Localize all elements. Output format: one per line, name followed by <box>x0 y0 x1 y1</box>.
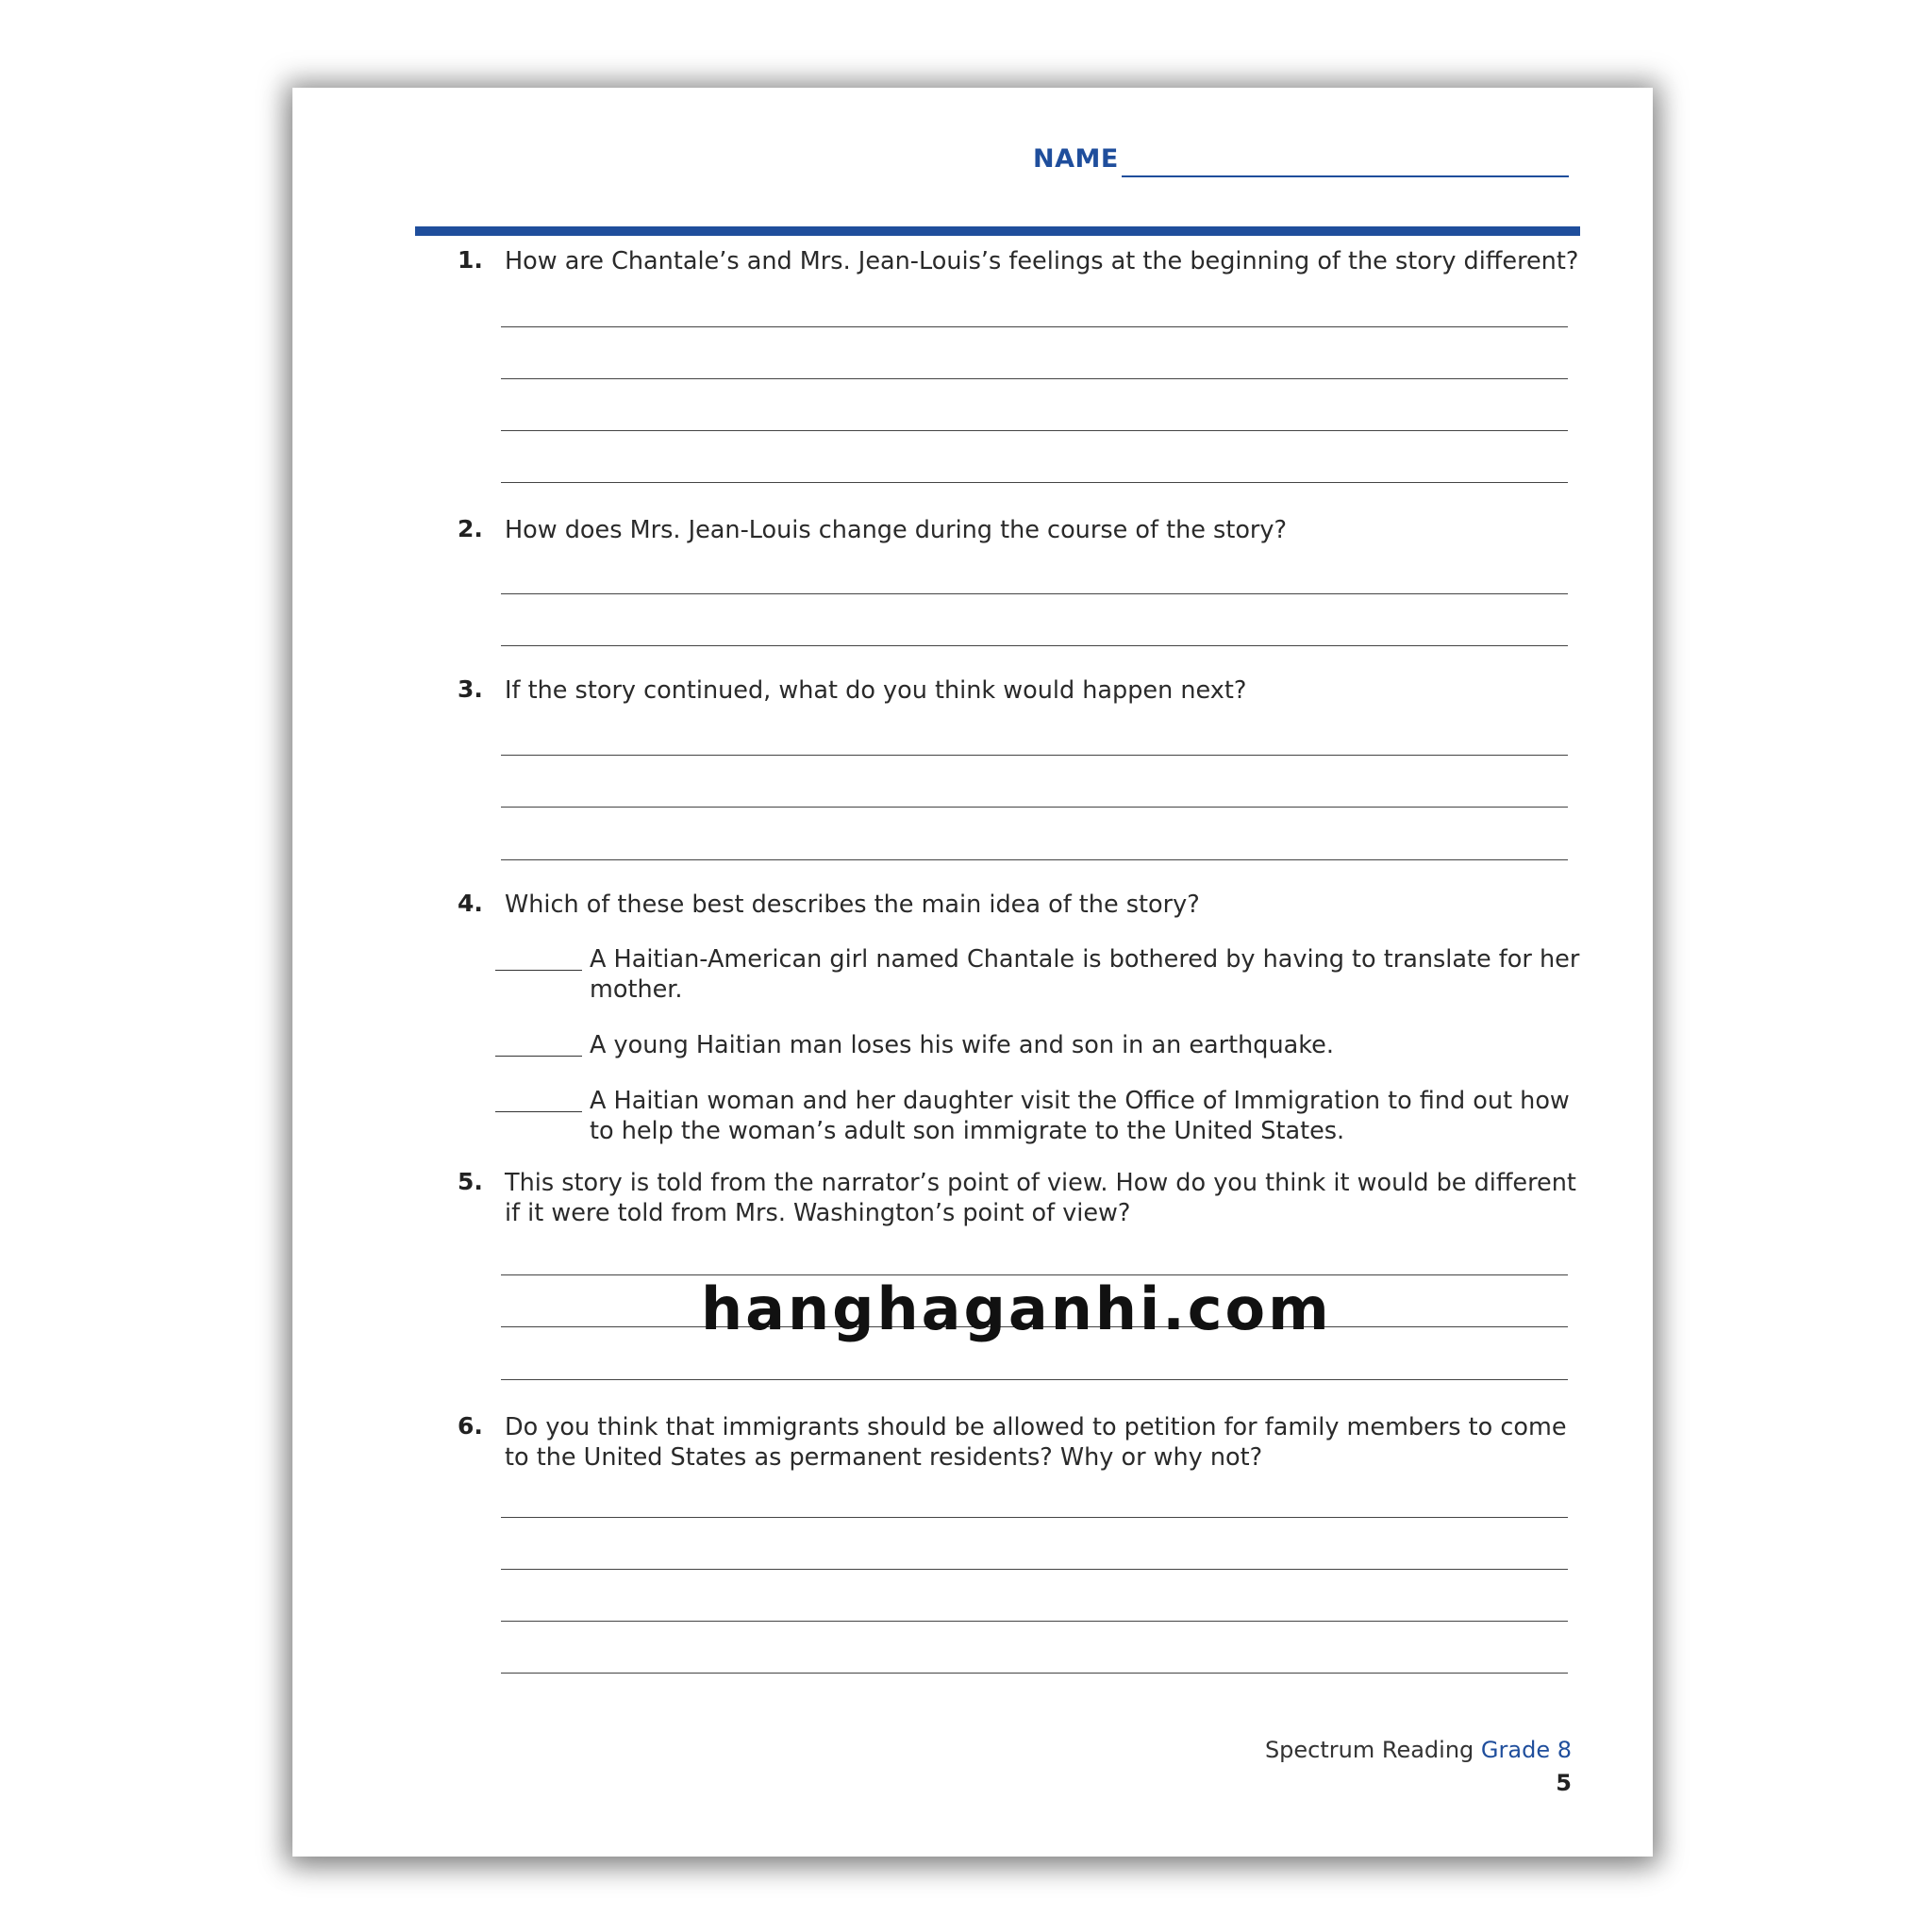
grade-label: Grade 8 <box>1480 1737 1572 1763</box>
header-rule <box>415 226 1580 236</box>
footer-series <box>1265 1737 1572 1763</box>
question-text: How are Chantale’s and Mrs. Jean-Louis’s feelings at the beginning of the story different? <box>505 247 1579 275</box>
worksheet-page <box>292 88 1653 1857</box>
answer-line[interactable] <box>501 593 1568 594</box>
choice-blank[interactable] <box>495 1056 582 1057</box>
question-number: 6. <box>458 1412 483 1440</box>
answer-line[interactable] <box>501 1673 1568 1674</box>
question-text: Which of these best describes the main idea of the story? <box>505 891 1200 919</box>
series-title: Spectrum Reading <box>1264 1737 1474 1763</box>
answer-line[interactable] <box>501 859 1568 860</box>
watermark-text: hanghaganhi.com <box>701 1274 1332 1343</box>
name-field <box>1033 144 1580 192</box>
answer-line[interactable] <box>501 430 1568 431</box>
question-text: If the story continued, what do you think would happen next? <box>505 676 1247 705</box>
choice-blank[interactable] <box>495 970 582 971</box>
question-number: 3. <box>458 675 483 703</box>
answer-line[interactable] <box>501 807 1568 808</box>
choice-text: A young Haitian man loses his wife and son in an earthquake. <box>590 1031 1334 1059</box>
answer-line[interactable] <box>501 482 1568 483</box>
question-text: How does Mrs. Jean-Louis change during the course of the story? <box>505 516 1288 544</box>
choice-text: A Haitian woman and her daughter visit the Office of Immigration to find out how to help the woman’s adult son immigrate to the United States. <box>590 1087 1570 1145</box>
name-label: NAME <box>1033 144 1119 174</box>
choice-text: A Haitian-American girl named Chantale is bothered by having to translate for her mother. <box>590 945 1580 1004</box>
answer-line[interactable] <box>501 1517 1568 1518</box>
answer-line[interactable] <box>501 645 1568 646</box>
answer-line[interactable] <box>501 326 1568 327</box>
question-number: 1. <box>458 246 483 274</box>
name-write-line[interactable] <box>1122 175 1569 177</box>
page-number: 5 <box>1556 1770 1572 1796</box>
answer-line[interactable] <box>501 1379 1568 1380</box>
answer-line[interactable] <box>501 1569 1568 1570</box>
question-text: This story is told from the narrator’s point of view. How do you think it would be different if it were told from Mrs. Washington’s point of view? <box>505 1169 1576 1227</box>
question-number: 2. <box>458 515 483 542</box>
question-number: 5. <box>458 1168 483 1195</box>
choice-blank[interactable] <box>495 1111 582 1112</box>
answer-line[interactable] <box>501 755 1568 756</box>
question-text: Do you think that immigrants should be allowed to petition for family members to come to the United States as permanent residents? Why or why not? <box>505 1413 1567 1472</box>
answer-line[interactable] <box>501 1621 1568 1622</box>
answer-line[interactable] <box>501 378 1568 379</box>
question-number: 4. <box>458 890 483 917</box>
